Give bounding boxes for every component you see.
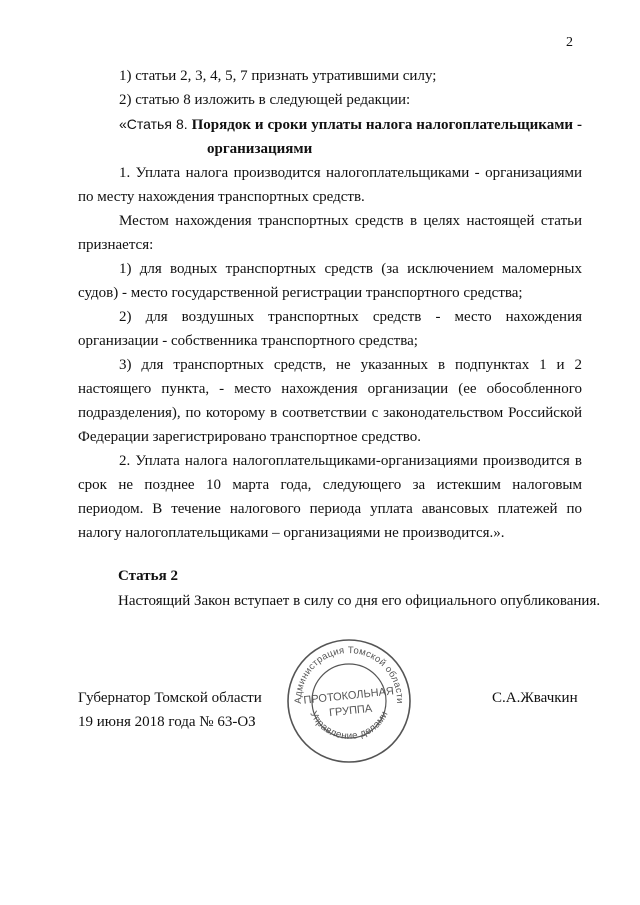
signer-name: С.А.Жвачкин xyxy=(492,690,578,706)
signer-position: Губернатор Томской области xyxy=(78,690,262,706)
paragraph-3: 1. Уплата налога производится налогоплательщиками - организациями по месту нахождения транспортных средств. xyxy=(78,165,582,205)
paragraph-8: 2. Уплата налога налогоплательщиками-организациями производится в срок не позднее 10 марта года, следующего за истекшим налоговым периодом. В течение налогового периода уплата авансовых платежей по налогу налогоплательщиками – организациями не производится.». xyxy=(78,453,582,541)
paragraph-6: 2) для воздушных транспортных средств - место нахождения организации - собственника транспортного средства; xyxy=(78,309,582,349)
stamp-outer-text-bottom: Управление делами xyxy=(307,709,391,742)
stamp-seal-icon xyxy=(284,636,414,766)
law-date-number: 19 июня 2018 года № 63-ОЗ xyxy=(78,714,256,730)
paragraph-1: 1) статьи 2, 3, 4, 5, 7 признать утратившими силу; xyxy=(119,68,437,84)
article-2-text: Настоящий Закон вступает в силу со дня его официального опубликования. xyxy=(118,593,601,609)
article-8-heading xyxy=(78,112,582,137)
article-8-prefix: «Статья 8. xyxy=(119,116,188,132)
page-number: 2 xyxy=(566,35,573,50)
article-8-title-line2: организациями xyxy=(207,141,313,157)
stamp-inner-line2: ГРУППА xyxy=(328,702,373,720)
paragraph-4: Местом нахождения транспортных средств в целях настоящей статьи признается: xyxy=(78,213,582,253)
article-8-title-line1: Порядок и сроки уплаты налога налогоплательщиками - xyxy=(191,117,582,133)
document-body xyxy=(78,64,582,545)
paragraph-5: 1) для водных транспортных средств (за исключением маломерных судов) - место государственной регистрации транспортного средства; xyxy=(78,261,582,301)
article-2-title: Статья 2 xyxy=(118,568,178,584)
official-stamp xyxy=(284,636,414,766)
paragraph-7: 3) для транспортных средств, не указанных в подпунктах 1 и 2 настоящего пункта, - место нахождения организации (ее обособленного подразделения), по которому в соответствии с законодательством Российской Федерации зарегистрировано транспортное средство. xyxy=(78,357,582,445)
stamp-inner-line1: ПРОТОКОЛЬНАЯ xyxy=(302,685,395,707)
stamp-outer-text-top: Администрация Томской области xyxy=(292,644,406,704)
paragraph-2: 2) статью 8 изложить в следующей редакции: xyxy=(119,92,411,108)
